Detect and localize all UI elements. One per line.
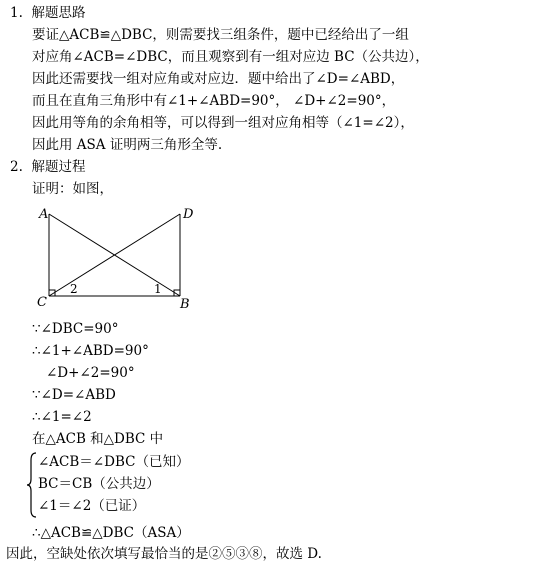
- proof-step-6: 在△ACB 和△DBC 中: [32, 431, 164, 447]
- reasoning-line-4: 而且在直角三角形中有∠1+∠ABD=90°， ∠D+∠2=90°，: [32, 93, 396, 109]
- condition-1: ∠ACB＝∠DBC（已知）: [38, 454, 190, 470]
- section-2-heading: [10, 158, 85, 176]
- section-2-number: 2.: [10, 159, 23, 175]
- label-angle-1: 1: [154, 282, 162, 296]
- label-c: C: [37, 295, 47, 310]
- condition-3: ∠1＝∠2（已证）: [38, 498, 146, 514]
- section-1-number: 1.: [10, 5, 23, 21]
- geometry-figure: [30, 200, 200, 315]
- label-angle-2: 2: [70, 282, 78, 296]
- condition-2: BC＝CB（公共边）: [38, 476, 160, 492]
- label-a: A: [39, 207, 49, 222]
- section-1-heading: [10, 4, 85, 22]
- proof-step-3: ∠D+∠2=90°: [46, 365, 135, 381]
- section-1-title: 解题思路: [31, 5, 86, 21]
- proof-step-4: ∵∠D=∠ABD: [32, 387, 116, 403]
- left-brace: [26, 452, 38, 518]
- reasoning-line-3: 因此还需要找一组对应角或对应边．题中给出了∠D=∠ABD，: [32, 71, 405, 87]
- proof-step-5: ∴∠1=∠2: [32, 409, 92, 425]
- label-d: D: [183, 207, 194, 222]
- proof-conclusion: ∴△ACB≌△DBC（ASA）: [32, 525, 190, 541]
- final-answer: 因此，空缺处依次填写最恰当的是②⑤③⑧，故选 D.: [6, 546, 322, 562]
- reasoning-line-5: 因此用等角的余角相等，可以得到一组对应角相等（∠1=∠2），: [32, 115, 414, 131]
- reasoning-line-2: 对应角∠ACB=∠DBC，而且观察到有一组对应边 BC（公共边），: [32, 49, 429, 65]
- reasoning-line-6: 因此用 ASA 证明两三角形全等.: [32, 137, 223, 153]
- proof-step-2: ∴∠1+∠ABD=90°: [32, 343, 149, 359]
- proof-intro: 证明：如图，: [32, 181, 113, 197]
- section-2-title: 解题过程: [31, 159, 86, 175]
- proof-step-1: ∵∠DBC=90°: [32, 321, 119, 337]
- label-b: B: [180, 297, 190, 312]
- reasoning-line-1: 要证△ACB≌△DBC，则需要找三组条件，题中已经给出了一组: [32, 27, 409, 43]
